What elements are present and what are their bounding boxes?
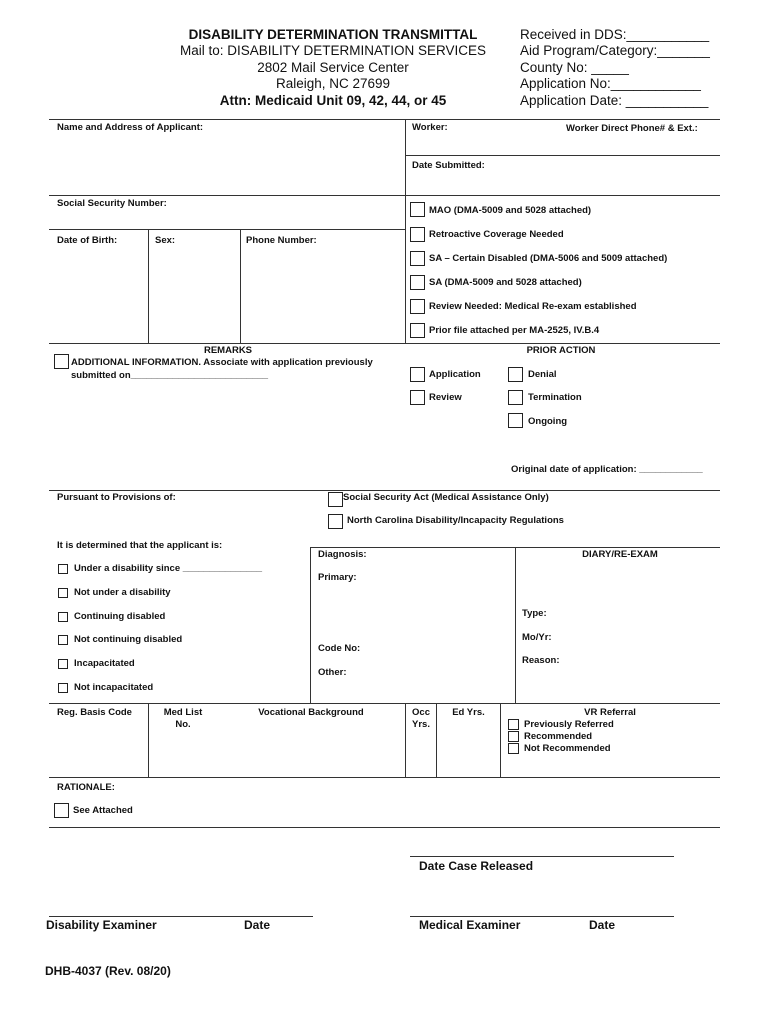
mao-checkbox[interactable] xyxy=(410,202,425,217)
disability-examiner-signature-line[interactable] xyxy=(49,916,313,917)
prior-termination-checkbox[interactable] xyxy=(508,390,523,405)
not-recommended-label: Not Recommended xyxy=(524,743,611,754)
not-continuing-disabled-checkbox[interactable] xyxy=(58,635,68,645)
diagnosis-label: Diagnosis: xyxy=(318,549,367,560)
not-under-disability-label: Not under a disability xyxy=(74,587,171,598)
county-no-field[interactable]: County No: _____ xyxy=(520,60,629,75)
divider xyxy=(405,155,720,156)
ssa-checkbox[interactable] xyxy=(328,492,343,507)
worker-field[interactable]: Worker: xyxy=(412,122,448,133)
previously-referred-checkbox[interactable] xyxy=(508,719,519,730)
phone-number-field[interactable]: Phone Number: xyxy=(246,235,317,246)
city-line: Raleigh, NC 27699 xyxy=(275,76,391,91)
occ-yrs-header-2: Yrs. xyxy=(412,719,430,730)
occ-yrs-header-1: Occ xyxy=(412,707,430,718)
divider xyxy=(515,547,516,703)
other-diagnosis-field[interactable]: Other: xyxy=(318,667,347,678)
applicant-name-address-field[interactable]: Name and Address of Applicant: xyxy=(57,122,204,133)
continuing-disabled-checkbox[interactable] xyxy=(58,612,68,622)
rationale-label: RATIONALE: xyxy=(57,782,115,793)
med-list-header-1: Med List xyxy=(163,707,203,718)
incapacitated-label: Incapacitated xyxy=(74,658,135,669)
sa-certain-disabled-checkbox[interactable] xyxy=(410,251,425,266)
divider xyxy=(49,195,720,196)
worker-phone-field[interactable]: Worker Direct Phone# & Ext.: xyxy=(566,123,698,134)
determination-label: It is determined that the applicant is: xyxy=(57,540,223,551)
previously-referred-label: Previously Referred xyxy=(524,719,614,730)
mao-label: MAO (DMA-5009 and 5028 attached) xyxy=(429,205,592,216)
sex-field[interactable]: Sex: xyxy=(155,235,176,246)
prior-ongoing-label: Ongoing xyxy=(528,416,568,427)
under-disability-label: Under a disability since _______________ xyxy=(74,563,263,574)
ed-yrs-header: Ed Yrs. xyxy=(452,707,485,718)
divider xyxy=(405,119,406,343)
divider xyxy=(49,229,405,230)
diary-mo-yr-field[interactable]: Mo/Yr: xyxy=(522,632,552,643)
divider xyxy=(49,343,720,344)
sa-certain-disabled-label: SA – Certain Disabled (DMA-5006 and 5009 attached) xyxy=(429,253,668,264)
primary-diagnosis-field[interactable]: Primary: xyxy=(318,572,357,583)
divider xyxy=(240,229,241,343)
retroactive-label: Retroactive Coverage Needed xyxy=(429,229,564,240)
continuing-disabled-label: Continuing disabled xyxy=(74,611,166,622)
nc-regulations-checkbox[interactable] xyxy=(328,514,343,529)
form-title: DISABILITY DETERMINATION TRANSMITTAL xyxy=(188,27,478,42)
submitted-on-field[interactable]: submitted on__________________________ xyxy=(71,370,269,381)
medical-examiner-date-label: Date xyxy=(589,918,616,932)
additional-info-checkbox[interactable] xyxy=(54,354,69,369)
prior-application-label: Application xyxy=(429,369,481,380)
nc-regulations-label: North Carolina Disability/Incapacity Regulations xyxy=(347,515,564,526)
divider xyxy=(49,119,720,120)
diary-reason-field[interactable]: Reason: xyxy=(522,655,560,666)
ssa-label: Social Security Act (Medical Assistance Only) xyxy=(343,492,549,503)
medical-examiner-label: Medical Examiner xyxy=(419,918,521,932)
remarks-title: REMARKS xyxy=(203,345,253,356)
prior-file-label: Prior file attached per MA-2525, IV.B.4 xyxy=(429,325,600,336)
date-of-birth-field[interactable]: Date of Birth: xyxy=(57,235,118,246)
divider xyxy=(310,547,311,703)
ssn-field[interactable]: Social Security Number: xyxy=(57,198,167,209)
prior-denial-label: Denial xyxy=(528,369,557,380)
date-case-released-label: Date Case Released xyxy=(419,859,534,873)
divider xyxy=(49,703,720,704)
divider xyxy=(49,777,720,778)
disability-examiner-date-label: Date xyxy=(244,918,271,932)
not-incapacitated-checkbox[interactable] xyxy=(58,683,68,693)
diary-title: DIARY/RE-EXAM xyxy=(582,549,658,560)
original-application-date-field[interactable]: Original date of application: ____________ xyxy=(511,464,703,475)
divider xyxy=(500,703,501,777)
prior-action-title: PRIOR ACTION xyxy=(526,345,596,356)
not-recommended-checkbox[interactable] xyxy=(508,743,519,754)
sa-checkbox[interactable] xyxy=(410,275,425,290)
prior-review-checkbox[interactable] xyxy=(410,390,425,405)
provisions-label: Pursuant to Provisions of: xyxy=(57,492,176,503)
retroactive-checkbox[interactable] xyxy=(410,227,425,242)
divider xyxy=(49,490,720,491)
prior-file-checkbox[interactable] xyxy=(410,323,425,338)
reg-basis-code-header: Reg. Basis Code xyxy=(57,707,132,718)
additional-info-label: ADDITIONAL INFORMATION. Associate with application previously xyxy=(71,357,373,368)
not-continuing-disabled-label: Not continuing disabled xyxy=(74,634,183,645)
mail-to-line: Mail to: DISABILITY DETERMINATION SERVICES xyxy=(179,43,487,58)
divider xyxy=(49,827,720,828)
review-needed-checkbox[interactable] xyxy=(410,299,425,314)
incapacitated-checkbox[interactable] xyxy=(58,659,68,669)
form-number: DHB-4037 (Rev. 08/20) xyxy=(45,964,171,978)
date-submitted-field[interactable]: Date Submitted: xyxy=(412,160,485,171)
divider xyxy=(148,703,149,777)
see-attached-checkbox[interactable] xyxy=(54,803,69,818)
review-needed-label: Review Needed: Medical Re-exam established xyxy=(429,301,637,312)
vocational-background-header: Vocational Background xyxy=(258,707,364,718)
disability-examiner-label: Disability Examiner xyxy=(46,918,157,932)
date-case-released-line[interactable] xyxy=(410,856,674,857)
vr-referral-header: VR Referral xyxy=(584,707,636,718)
under-disability-checkbox[interactable] xyxy=(58,564,68,574)
application-date-field[interactable]: Application Date: ___________ xyxy=(520,93,709,108)
divider xyxy=(148,229,149,343)
see-attached-label: See Attached xyxy=(73,805,133,816)
medical-examiner-signature-line[interactable] xyxy=(410,916,674,917)
recommended-checkbox[interactable] xyxy=(508,731,519,742)
prior-review-label: Review xyxy=(429,392,462,403)
sa-label: SA (DMA-5009 and 5028 attached) xyxy=(429,277,582,288)
prior-termination-label: Termination xyxy=(528,392,582,403)
not-under-disability-checkbox[interactable] xyxy=(58,588,68,598)
prior-ongoing-checkbox[interactable] xyxy=(508,413,523,428)
aid-program-field[interactable]: Aid Program/Category:_______ xyxy=(520,43,710,58)
prior-denial-checkbox[interactable] xyxy=(508,367,523,382)
not-incapacitated-label: Not incapacitated xyxy=(74,682,154,693)
diary-type-field[interactable]: Type: xyxy=(522,608,547,619)
med-list-header-2: No. xyxy=(175,719,191,730)
recommended-label: Recommended xyxy=(524,731,593,742)
received-in-dds-field[interactable]: Received in DDS:___________ xyxy=(520,27,710,42)
prior-application-checkbox[interactable] xyxy=(410,367,425,382)
application-no-field[interactable]: Application No:____________ xyxy=(520,76,701,91)
code-no-field[interactable]: Code No: xyxy=(318,643,361,654)
address-line: 2802 Mail Service Center xyxy=(257,60,409,75)
attn-line: Attn: Medicaid Unit 09, 42, 44, or 45 xyxy=(219,93,447,108)
